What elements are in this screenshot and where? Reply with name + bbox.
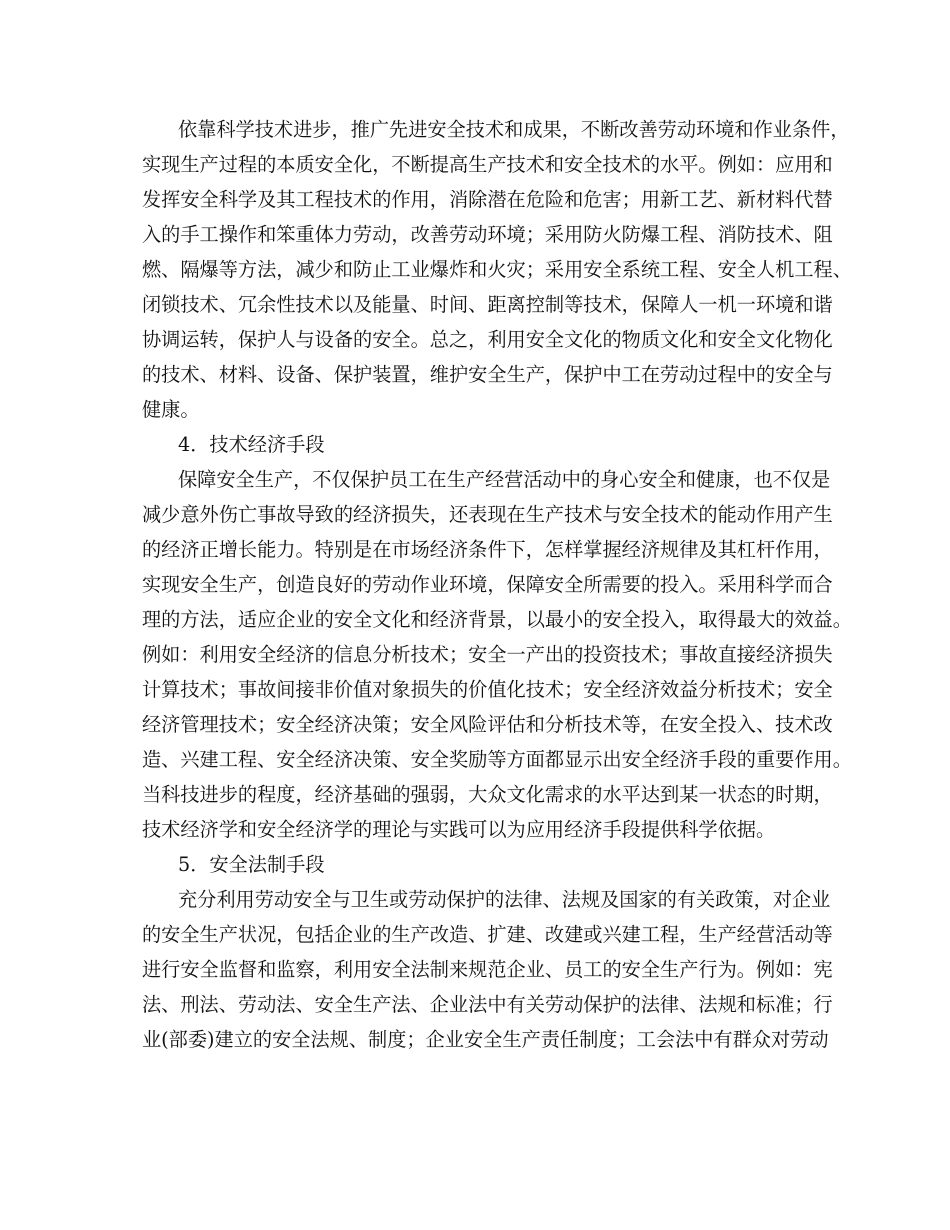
text-line: 保障安全生产，不仅保护员工在生产经营活动中的身心安全和健康，也不仅是 bbox=[178, 468, 831, 491]
text-line: 发挥安全科学及其工程技术的作用，消除潜在危险和危害；用新工艺、新材料代替 bbox=[142, 188, 833, 211]
text-line: 健康。 bbox=[142, 398, 200, 421]
text-line: 当科技进步的程度，经济基础的强弱，大众文化需求的水平达到某一状态的时期， bbox=[142, 783, 833, 806]
text-line: 技术经济学和安全经济学的理论与实践可以为应用经济手段提供科学依据。 bbox=[142, 818, 776, 841]
text-line: 实现生产过程的本质安全化，不断提高生产技术和安全技术的水平。例如：应用和 bbox=[142, 153, 833, 176]
text-line: 进行安全监督和监察，利用安全法制来规范企业、员工的安全生产行为。例如：宪 bbox=[142, 958, 833, 981]
text-line: 经济管理技术；安全经济决策；安全风险评估和分析技术等，在安全投入、技术改 bbox=[142, 713, 833, 736]
text-line: 业(部委)建立的安全法规、制度；企业安全生产责任制度；工会法中有群众对劳动 bbox=[142, 1028, 829, 1051]
text-line: 的技术、材料、设备、保护装置，维护安全生产，保护中工在劳动过程中的安全与 bbox=[142, 363, 833, 386]
text-line: 依靠科学技术进步，推广先进安全技术和成果，不断改善劳动环境和作业条件， bbox=[178, 118, 850, 141]
text-line: 的经济正增长能力。特别是在市场经济条件下，怎样掌握经济规律及其杠杆作用， bbox=[142, 538, 833, 561]
text-line: 例如：利用安全经济的信息分析技术；安全一产出的投资技术；事故直接经济损失 bbox=[142, 643, 833, 666]
text-line: 造、兴建工程、安全经济决策、安全奖励等方面都显示出安全经济手段的重要作用。 bbox=[142, 748, 852, 771]
text-line: 的安全生产状况，包括企业的生产改造、扩建、改建或兴建工程，生产经营活动等 bbox=[142, 923, 833, 946]
section-heading: 4．技术经济手段 bbox=[178, 433, 325, 456]
text-line: 闭锁技术、冗余性技术以及能量、时间、距离控制等技术，保障人一机一环境和谐 bbox=[142, 293, 833, 316]
section-heading: 5．安全法制手段 bbox=[178, 853, 325, 876]
text-line: 法、刑法、劳动法、安全生产法、企业法中有关劳动保护的法律、法规和标准；行 bbox=[142, 993, 833, 1016]
text-line: 入的手工操作和笨重体力劳动，改善劳动环境；采用防火防爆工程、消防技术、阻 bbox=[142, 223, 833, 246]
text-line: 实现安全生产，创造良好的劳动作业环境，保障安全所需要的投入。采用科学而合 bbox=[142, 573, 833, 596]
text-line: 减少意外伤亡事故导致的经济损失，还表现在生产技术与安全技术的能动作用产生 bbox=[142, 503, 833, 526]
text-line: 协调运转，保护人与设备的安全。总之，利用安全文化的物质文化和安全文化物化 bbox=[142, 328, 833, 351]
text-line: 充分利用劳动安全与卫生或劳动保护的法律、法规及国家的有关政策，对企业 bbox=[178, 888, 831, 911]
text-line: 燃、隔爆等方法，减少和防止工业爆炸和火灾；采用安全系统工程、安全人机工程、 bbox=[142, 258, 852, 281]
text-line: 计算技术；事故间接非价值对象损失的价值化技术；安全经济效益分析技术；安全 bbox=[142, 678, 833, 701]
text-line: 理的方法，适应企业的安全文化和经济背景，以最小的安全投入，取得最大的效益。 bbox=[142, 608, 852, 631]
